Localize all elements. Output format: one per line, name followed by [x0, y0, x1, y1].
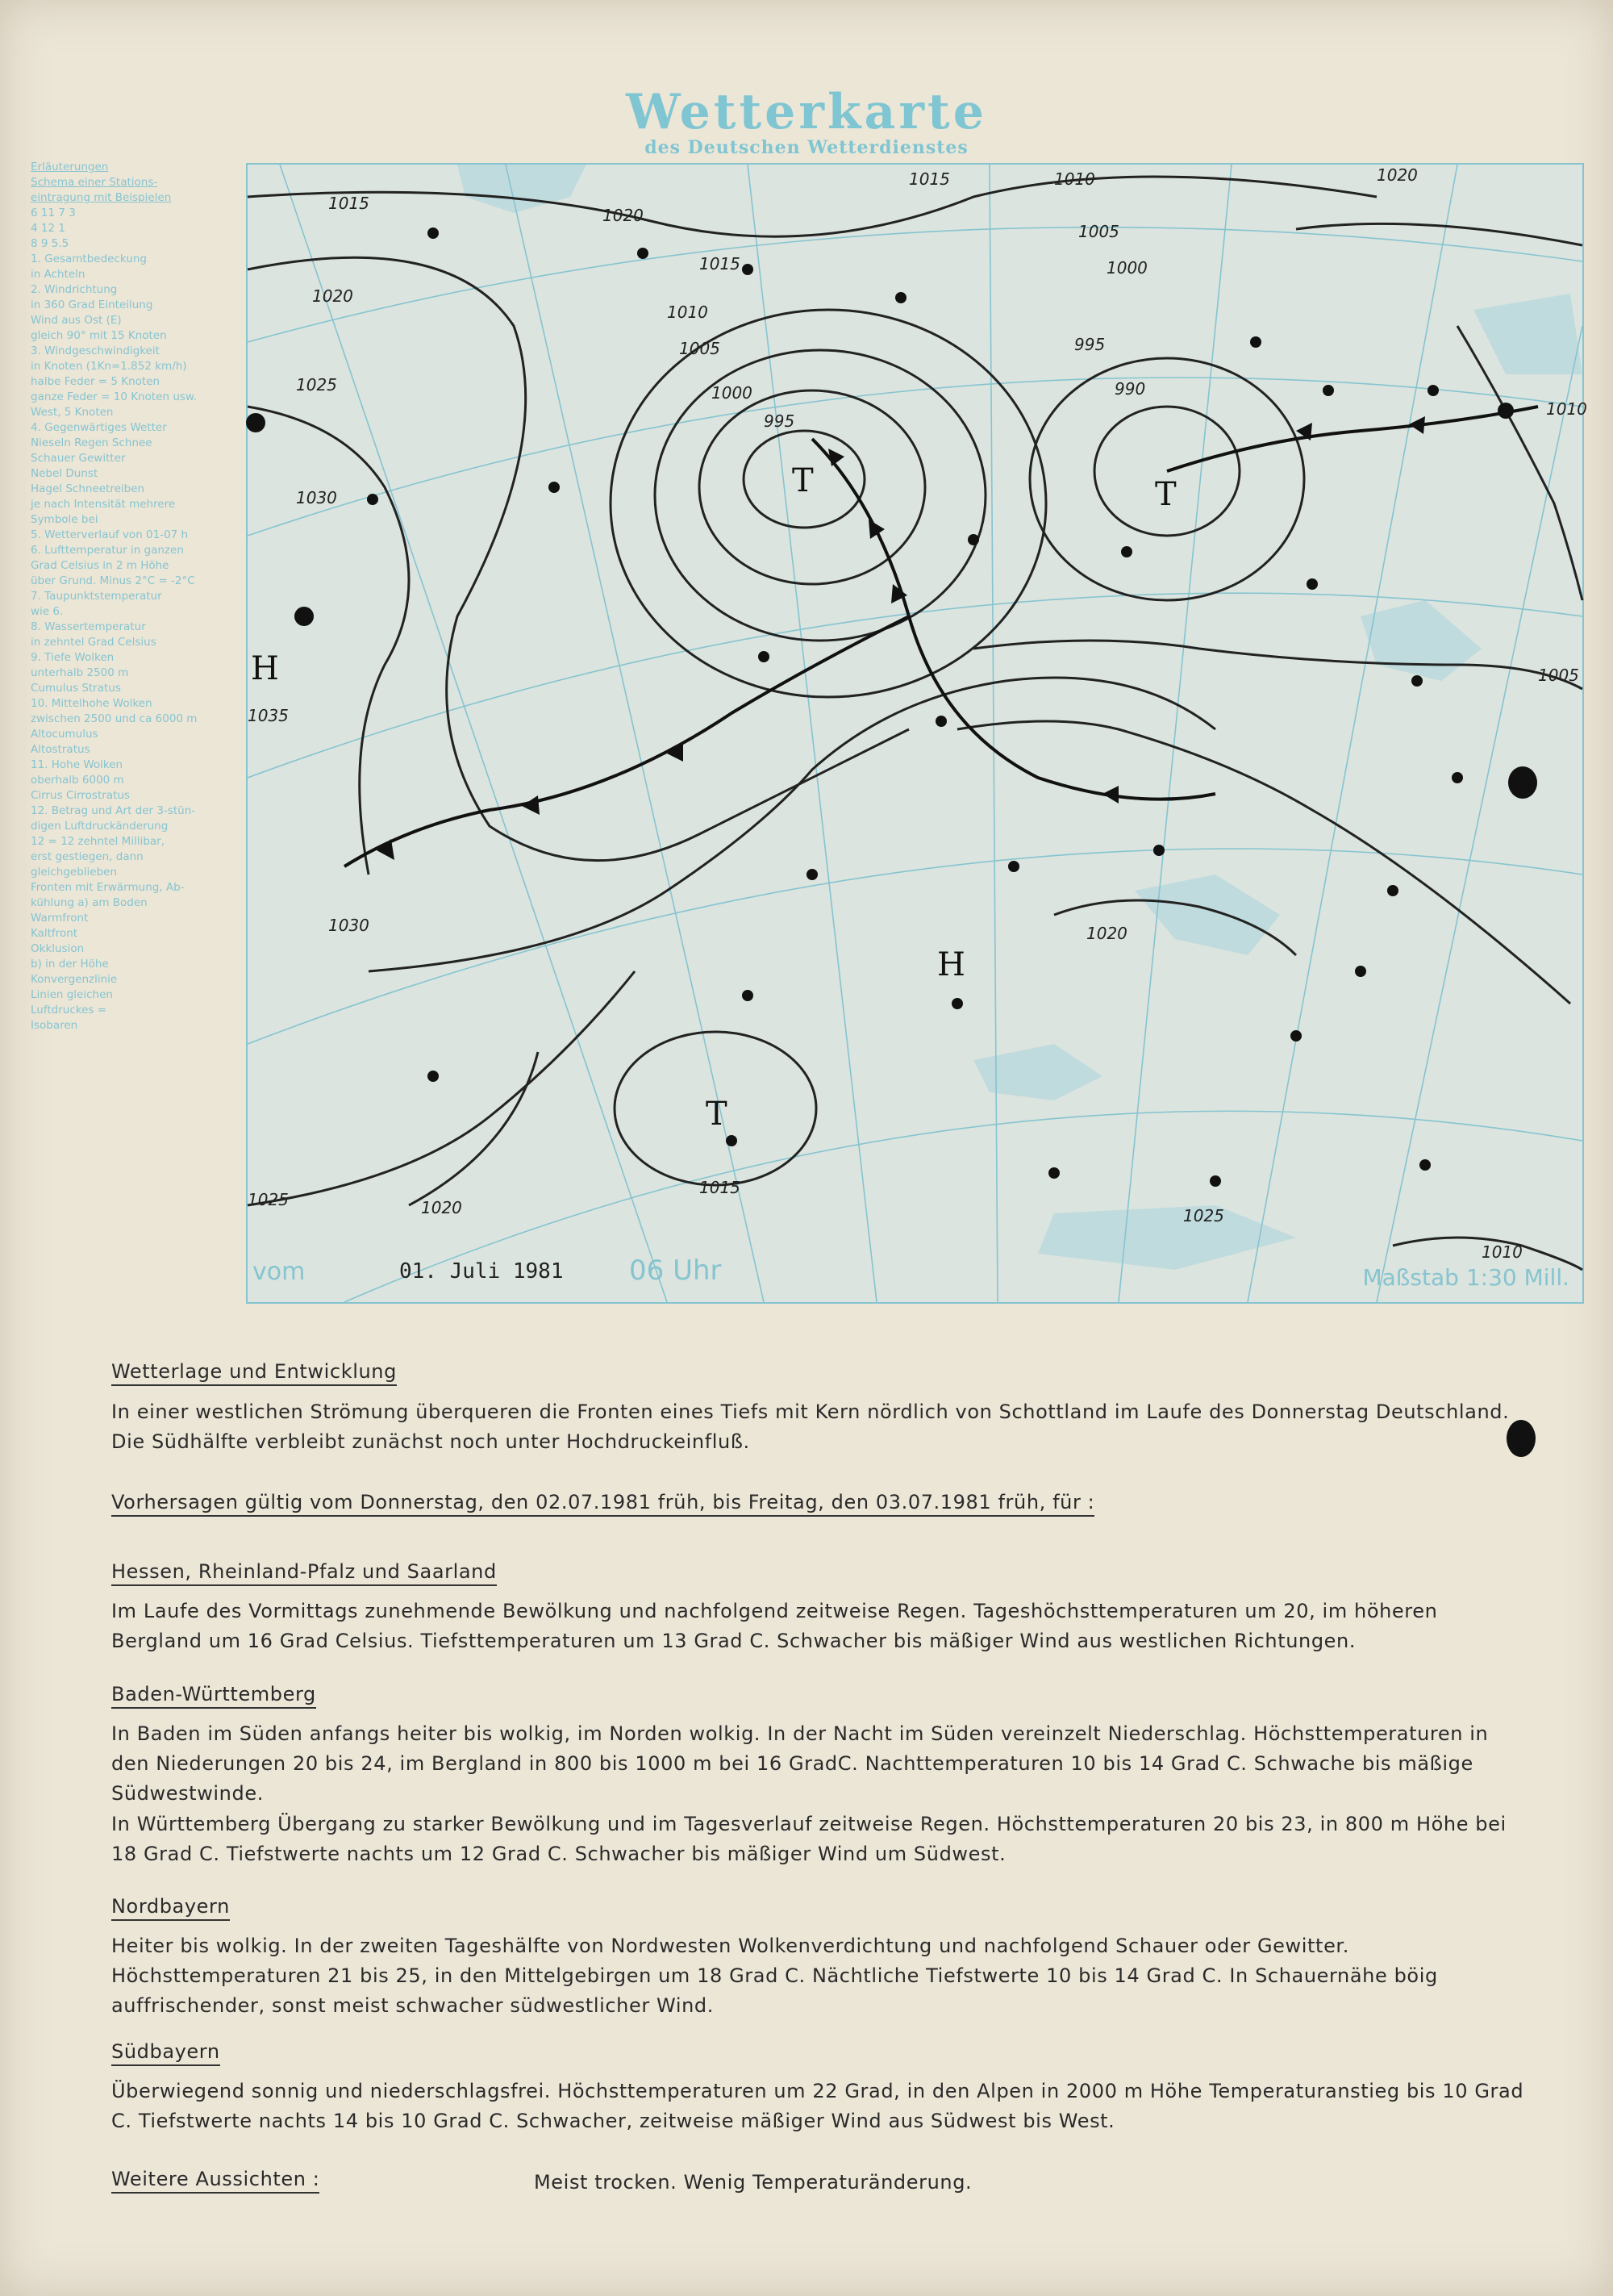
pressure-label: 1005 [1538, 666, 1579, 685]
pressure-label: 1025 [296, 375, 337, 394]
legend-line: 12 = 12 zehntel Millibar, [31, 835, 165, 848]
legend-line: in 360 Grad Einteilung [31, 298, 153, 311]
legend-line: Schauer Gewitter [31, 452, 126, 465]
legend-line: Grad Celsius in 2 m Höhe [31, 559, 169, 572]
station-dot [1419, 1159, 1431, 1171]
station-dot [1355, 966, 1366, 977]
legend-line: eintragung mit Beispielen [31, 191, 172, 204]
pressure-label: 1020 [602, 206, 644, 225]
pressure-label: 1010 [1482, 1242, 1523, 1262]
isobar [248, 971, 635, 1205]
pressure-label: 1010 [667, 303, 708, 322]
pressure-label: 1005 [1078, 222, 1119, 241]
section-heading-bw: Baden-Württemberg [111, 1683, 316, 1709]
section-heading-wetterlage: Wetterlage und Entwicklung [111, 1360, 397, 1386]
legend-line: Nieseln Regen Schnee [31, 436, 152, 449]
section-text-hessen: Im Laufe des Vormittags zunehmende Bewölkung und nachfolgend zeitweise Regen. Tageshöchsttemperaturen um 20, im höheren Bergland um 16 Grad Celsius. Tiefsttemperaturen um 13 Grad C. Schwacher bis mäßiger Wind aus westlichen Richtungen. [111, 1600, 1438, 1652]
pressure-label: 1020 [1377, 165, 1418, 185]
front-triangle [1409, 416, 1425, 434]
legend-line: Altostratus [31, 743, 90, 756]
pressure-label: 1015 [328, 194, 369, 213]
legend-line: unterhalb 2500 m [31, 666, 129, 679]
pressure-label: 990 [1115, 379, 1146, 399]
legend-line: 5. Wetterverlauf von 01-07 h [31, 528, 189, 541]
station-dot [548, 482, 560, 493]
map-footer [246, 1246, 1581, 1300]
legend-line: Kaltfront [31, 927, 78, 940]
isobar [611, 310, 1046, 697]
longitude-line [280, 165, 667, 1302]
legend-line: b) in der Höhe [31, 958, 109, 971]
high-center-label: H [251, 650, 279, 687]
station-dot [895, 292, 907, 303]
map-title: Wetterkarte [626, 84, 987, 140]
station-dot [758, 651, 769, 662]
front-triangle [522, 795, 540, 815]
station-dot [1387, 885, 1398, 896]
pressure-label: 1015 [699, 1178, 740, 1197]
section-heading-nordbayern: Nordbayern [111, 1895, 230, 1921]
latitude-line [248, 378, 1582, 536]
occlusion [1167, 407, 1538, 471]
section-heading-hessen: Hessen, Rheinland-Pfalz und Saarland [111, 1560, 497, 1586]
legend-line: Linien gleichen [31, 988, 113, 1001]
station-dot [1307, 578, 1318, 590]
legend-line: digen Luftdruckänderung [31, 820, 169, 833]
map-scale: Maßstab 1:30 Mill. [1362, 1264, 1569, 1291]
pressure-label: 1020 [312, 286, 353, 306]
legend-line: 2. Windrichtung [31, 283, 118, 296]
legend-line: Konvergenzlinie [31, 973, 118, 986]
station-dot [742, 990, 753, 1001]
station-dot [936, 716, 947, 727]
legend-line: 4 12 1 [31, 222, 65, 235]
graticule [248, 165, 1582, 1302]
legend-line: in zehntel Grad Celsius [31, 636, 156, 649]
legend-line: gleichgeblieben [31, 866, 118, 879]
pressure-label: 1025 [248, 1190, 289, 1209]
station-dot [367, 494, 378, 505]
legend-line: Nebel Dunst [31, 467, 98, 480]
isobar [248, 257, 909, 860]
low-center-label: T [706, 1096, 727, 1133]
station-dot [1452, 772, 1463, 783]
legend-line: 6. Lufttemperatur in ganzen [31, 544, 184, 557]
low-center-label: T [1155, 476, 1177, 513]
legend-line: Fronten mit Erwärmung, Ab- [31, 881, 185, 894]
pressure-label: 1020 [1086, 924, 1127, 943]
station-dot [427, 1071, 439, 1082]
legend-line: Erläuterungen [31, 161, 109, 173]
legend-line: Cirrus Cirrostratus [31, 789, 130, 802]
warm-front-dot [294, 607, 314, 626]
section-heading-aussichten: Weitere Aussichten : [111, 2168, 319, 2194]
map-footer-vom: vom [252, 1258, 306, 1286]
section-text-suedbayern: Überwiegend sonnig und niederschlagsfrei. Höchsttemperaturen um 22 Grad, in den Alpen in 2000 m Höhe Temperaturanstieg bis 10 Grad C. Tiefstwerte nachts 14 bis 10 Grad C. Schwacher, zeitweise mäßiger Wind aus Südwest bis West. [111, 2080, 1524, 2132]
legend-line: 12. Betrag und Art der 3-stün- [31, 804, 196, 817]
section-text-nordbayern: Heiter bis wolkig. In der zweiten Tageshälfte von Nordwesten Wolkenverdichtung und nachfolgend Schauer oder Gewitter. Höchsttemperaturen 21 bis 25, in den Mittelgebirgen um 18 Grad C. Nächtliche Tiefstwerte 10 bis 14 Grad C. In Schauernähe böig auffrischender, sonst meist schwacher südwestlicher Wind. [111, 1935, 1438, 2017]
legend-line: in Knoten (1Kn=1.852 km/h) [31, 360, 187, 373]
legend-line: Cumulus Stratus [31, 682, 121, 695]
longitude-line [1377, 326, 1582, 1302]
fronts [344, 407, 1538, 866]
warm-front-dot [246, 413, 265, 432]
legend-line: zwischen 2500 und ca 6000 m [31, 712, 198, 725]
pressure-label: 1005 [679, 339, 720, 358]
legend-line: Wind aus Ost (E) [31, 314, 122, 327]
legend-line: Schema einer Stations- [31, 176, 158, 189]
water-area [1361, 600, 1482, 681]
front-triangle [667, 742, 683, 762]
isobar [248, 177, 1377, 236]
legend-line: in Achteln [31, 268, 85, 281]
station-dot [1153, 845, 1165, 856]
section-heading-vorhersage: Vorhersagen gültig vom Donnerstag, den 02.07.1981 früh, bis Freitag, den 03.07.1981 früh, für : [111, 1491, 1094, 1517]
legend-line: ganze Feder = 10 Knoten usw. [31, 390, 198, 403]
station-dot [1008, 861, 1019, 872]
legend-line: Altocumulus [31, 728, 98, 741]
isobar [957, 721, 1570, 1004]
section-heading-suedbayern: Südbayern [111, 2040, 220, 2066]
legend-line: 8. Wassertemperatur [31, 620, 146, 633]
water-area [1473, 294, 1582, 374]
pressure-label: 1010 [1054, 169, 1095, 189]
front-triangle [1102, 786, 1119, 804]
station-dot [1428, 385, 1439, 396]
legend-line: wie 6. [31, 605, 64, 618]
punch-hole [1507, 1420, 1536, 1457]
section-text-bw-2: In Württemberg Übergang zu starker Bewölkung und im Tagesverlauf zeitweise Regen. Höchsttemperaturen 20 bis 23, in 800 m Höhe bei 18 Grad C. Tiefstwerte nachts um 12 Grad C. Schwacher bis mäßiger Wind um Südwest. [111, 1813, 1507, 1865]
cold-front [344, 616, 909, 866]
legend-line: oberhalb 6000 m [31, 774, 124, 787]
legend [31, 160, 247, 1033]
legend-line: erst gestiegen, dann [31, 850, 144, 863]
isobar [248, 407, 409, 875]
pressure-label: 995 [764, 411, 795, 431]
station-dot [637, 248, 648, 259]
legend-line: kühlung a) am Boden [31, 896, 148, 909]
pressure-label: 1010 [1546, 399, 1587, 419]
longitude-line [1248, 165, 1457, 1302]
legend-line: 8 9 5.5 [31, 237, 69, 250]
legend-line: West, 5 Knoten [31, 406, 114, 419]
pressure-label: 1025 [1183, 1206, 1224, 1225]
station-dot [1323, 385, 1334, 396]
section-text-aussichten: Meist trocken. Wenig Temperaturänderung. [534, 2171, 973, 2194]
pressure-label: 1000 [711, 383, 752, 403]
section-text-bw-1: In Baden im Süden anfangs heiter bis wolkig, im Norden wolkig. In der Nacht im Süden vereinzelt Niederschlag. Höchsttemperaturen in den Niederungen 20 bis 24, im Bergland in 800 bis 1000 m bei 16 GradC. Nachttemperaturen 10 bis 14 Grad C. Schwache bis mäßige Südwestwinde. [111, 1722, 1489, 1805]
pressure-label: 1020 [421, 1198, 462, 1217]
section-text-wetterlage: In einer westlichen Strömung überqueren die Fronten eines Tiefs mit Kern nördlich von Schottland im Laufe des Donnerstag Deutschland. Die Südhälfte verbleibt zunächst noch unter Hochdruckeinfluß. [111, 1401, 1510, 1453]
weather-map-drawing [248, 165, 1587, 1302]
longitude-line [990, 165, 998, 1302]
legend-line: Luftdruckes = [31, 1004, 107, 1017]
low-center-label: T [792, 462, 814, 499]
station-dot [806, 869, 818, 880]
legend-line: 3. Windgeschwindigkeit [31, 344, 160, 357]
map-hour: 06 Uhr [629, 1254, 722, 1287]
legend-line: 9. Tiefe Wolken [31, 651, 115, 664]
map-date: 01. Juli 1981 [399, 1259, 564, 1284]
pressure-label: 1015 [699, 254, 740, 273]
station-dot [742, 264, 753, 275]
pressure-label: 1035 [248, 706, 289, 725]
pressure-label: 1000 [1107, 258, 1148, 278]
pressure-label: 1030 [296, 488, 337, 507]
legend-line: Warmfront [31, 912, 89, 925]
pressure-label: 1015 [909, 169, 950, 189]
station-dot [427, 228, 439, 239]
station-dot [1411, 675, 1423, 687]
isobars [248, 177, 1582, 1270]
legend-line: 4. Gegenwärtiges Wetter [31, 421, 167, 434]
legend-line: Isobaren [31, 1019, 78, 1032]
punch-hole [1508, 766, 1537, 799]
isobar [1296, 223, 1582, 245]
station-dot [968, 534, 979, 545]
legend-line: Symbole bei [31, 513, 98, 526]
weather-map [246, 163, 1587, 1304]
legend-line: halbe Feder = 5 Knoten [31, 375, 160, 388]
map-subtitle: des Deutschen Wetterdienstes [644, 137, 969, 158]
legend-line: 6 11 7 3 [31, 207, 76, 219]
water-area [973, 1044, 1102, 1100]
legend-line: 11. Hohe Wolken [31, 758, 123, 771]
warm-front-dot [1498, 403, 1514, 419]
station-dot [1048, 1167, 1060, 1179]
legend-line: 1. Gesamtbedeckung [31, 253, 147, 265]
legend-line: je nach Intensität mehrere [31, 498, 176, 511]
legend-line: Hagel Schneetreiben [31, 482, 145, 495]
pressure-label: 995 [1074, 335, 1106, 354]
front-triangle [869, 520, 885, 539]
station-dot [952, 998, 963, 1009]
station-dot [1210, 1175, 1221, 1187]
high-center-label: H [937, 946, 965, 983]
latitude-line [248, 849, 1582, 1044]
legend-line: 10. Mittelhohe Wolken [31, 697, 152, 710]
isobar [973, 641, 1582, 689]
station-dot [1290, 1030, 1302, 1042]
water-areas [457, 165, 1582, 1270]
pressure-label: 1030 [328, 916, 369, 935]
station-dot [726, 1135, 737, 1146]
legend-line: 7. Taupunktstemperatur [31, 590, 162, 603]
station-dot [1121, 546, 1132, 557]
legend-line: über Grund. Minus 2°C = -2°C [31, 574, 195, 587]
legend-line: Okklusion [31, 942, 85, 955]
legend-line: gleich 90° mit 15 Knoten [31, 329, 167, 342]
station-dot [1250, 336, 1261, 348]
map-title-block [613, 84, 1000, 158]
isobar [655, 350, 986, 641]
stations [367, 228, 1463, 1187]
